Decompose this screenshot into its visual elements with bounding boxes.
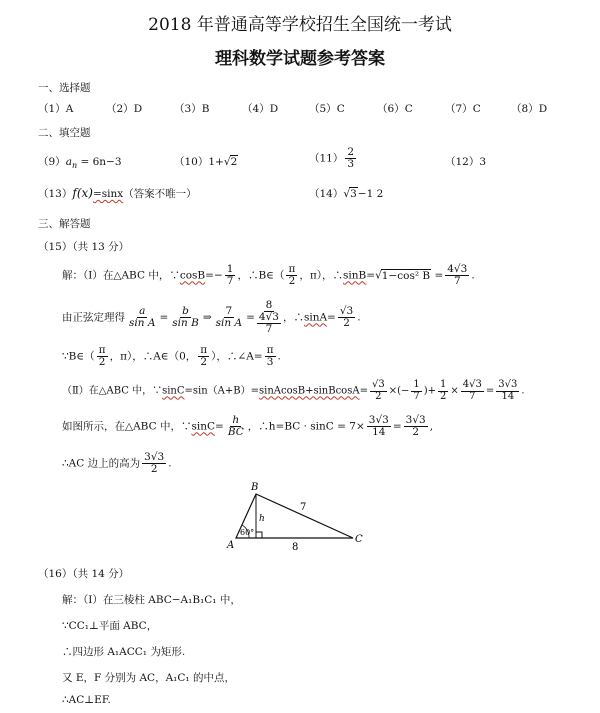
p16-line: 又 E，F 分别为 AC，A₁C₁ 的中点， <box>62 672 235 684</box>
triangle-figure <box>218 480 368 552</box>
problem-16-label: （16）（共 14 分） <box>38 568 130 580</box>
height-label: h <box>259 514 265 524</box>
section-heading-solve: 三、解答题 <box>38 218 91 230</box>
section-heading-fill: 二、填空题 <box>38 127 91 139</box>
choice-answer: （5）C <box>309 103 345 115</box>
p16-line: ∵CC₁⊥平面 ABC， <box>62 620 158 632</box>
side-bc-label: 7 <box>300 502 307 513</box>
side-ac-label: 8 <box>292 542 299 552</box>
p15-line4: （Ⅱ）在△ABC 中，∵sinC=sin（A+B）=sinAcosB+sinBcosA= $\frac{√3}{2}$ ×(− $\frac{1}{7}$ )+ $\frac{1}{2}$ × $\frac{4√3}{7}$ = $\frac{3√3}{14}$ . <box>62 379 525 402</box>
section-heading-choice: 一、选择题 <box>38 82 91 94</box>
p16-line: ∴AC⊥EF. <box>62 694 111 706</box>
answer-q10: （10）1+√2 <box>174 156 238 168</box>
p16-line: 解：（Ⅰ）在三棱柱 ABC−A₁B₁C₁ 中， <box>62 594 241 606</box>
answer-q9: $(9)a_n = 6n-3$ <box>38 156 122 171</box>
vertex-b-label: B <box>251 482 259 493</box>
exam-title: 2018 年普通高等学校招生全国统一考试 <box>148 15 452 35</box>
answer-q11: （11） $\frac{2}{3}$ <box>309 146 355 171</box>
choice-answer: （7）C <box>445 103 481 115</box>
answer-q13: （13）f(x)=sinx（答案不唯一） <box>38 186 197 200</box>
choice-answer: （6）C <box>377 103 413 115</box>
p15-line2: 由正弦定理得 $\frac{a}{\text{sin A}}$ = $\frac{b}{\text{sin B}}$ ⇒ $\frac{7}{\text{sin A}}$ = $\frac{8}{\frac{4√3}{7}}$ ，∴sinA= $\frac{√3}{2}$ . <box>62 299 361 336</box>
right-angle-mark <box>256 532 262 538</box>
choice-answer: （8）D <box>511 103 548 115</box>
p15-line6: ∴AC 边上的高为 $\frac{3√3}{2}$ . <box>62 451 172 476</box>
vertex-a-label: A <box>227 540 235 551</box>
vertex-c-label: C <box>355 534 363 545</box>
p15-line5: 如图所示，在△ABC 中，∵sinC= $\frac{h}{BC}$ ，∴h=BC · sinC = 7× $\frac{3√3}{14}$ = $\frac{3√3}{2}$ , <box>62 414 434 439</box>
choice-answer: （4）D <box>242 103 279 115</box>
p16-line: ∴四边形 A₁ACC₁ 为矩形. <box>62 646 186 658</box>
problem-15-label: （15）（共 13 分） <box>38 241 130 253</box>
choice-answer: （1）A <box>38 103 74 115</box>
answer-q12: （12）3 <box>445 156 487 168</box>
answer-key-title: 理科数学试题参考答案 <box>215 49 385 69</box>
p15-line3: ∵B∈（ $\frac{\pi}{2}$ ，π），∴A∈（0， $\frac{\pi}{2}$ ），∴∠A= $\frac{\pi}{3}$ . <box>62 344 281 369</box>
choice-answer: （3）B <box>174 103 210 115</box>
angle-label: 60° <box>240 528 255 537</box>
answer-q14: （14）√3−1 2 <box>309 188 384 200</box>
choice-answer: （2）D <box>106 103 143 115</box>
p15-line1: 解：（Ⅰ）在△ABC 中，∵cosB=− $\frac{1}{7}$ ，∴B∈（ $\frac{\pi}{2}$ ，π），∴sinB=√1−cos² B = $\frac{4√3}{7}$ . <box>62 263 475 288</box>
